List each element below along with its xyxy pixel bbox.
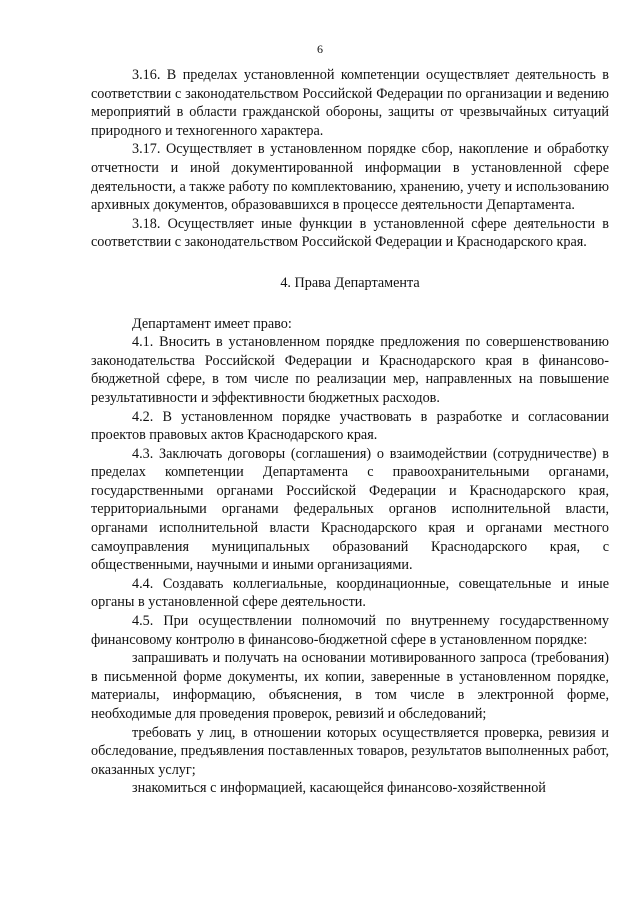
paragraph-4-3: 4.3. Заключать договоры (соглашения) о взаимодействии (сотрудничестве) в пределах компетенции Департамента с правоохранительными органами, государственными органами Российской Федерации и Краснодарского края, территориальными органами федеральных органов исполнительной власти, органами исполнительной власти Краснодарского края и органами местного самоуправления муниципальных образований Краснодарского края, с общественными, научными и иными организациями. bbox=[91, 445, 609, 574]
paragraph-4-1: 4.1. Вносить в установленном порядке предложения по совершенствованию законодательства Российской Федерации и Краснодарского края в финансово-бюджетной сфере, в том числе по реализации мер, направленных на повышение результативности и эффективности бюджетных расходов. bbox=[91, 334, 609, 406]
page-number: 6 bbox=[317, 42, 323, 56]
paragraph-3-17: 3.17. Осуществляет в установленном порядке сбор, накопление и обработку отчетности и иной документированной информации в установленной сфере деятельности, а также работу по комплектованию, хранению, учету и использованию архивных документов, образовавшихся в процессе деятельности Департамента. bbox=[91, 141, 609, 214]
paragraph-3-16: 3.16. В пределах установленной компетенции осуществляет деятельность в соответствии с законодательством Российской Федерации по организации и ведению мероприятий в области гражданской обороны, защиты от чрезвычайных ситуаций природного и техногенного характера. bbox=[91, 67, 609, 139]
paragraph-4-5: 4.5. При осуществлении полномочий по внутреннему государственному финансовому контролю в финансово-бюджетной сфере в установленном порядке: bbox=[91, 613, 609, 648]
paragraph-3-18: 3.18. Осуществляет иные функции в установленной сфере деятельности в соответствии с законодательством Российской Федерации и Краснодарского края. bbox=[91, 215, 609, 251]
section-heading: 4. Права Департамента bbox=[280, 274, 420, 291]
document-body bbox=[91, 66, 609, 798]
paragraph-4-4: 4.4. Создавать коллегиальные, координационные, совещательные и иные органы в установленной сфере деятельности. bbox=[91, 575, 609, 611]
paragraph-request: запрашивать и получать на основании мотивированного запроса (требования) в письменной форме документы, их копии, заверенные в установленном порядке, материалы, информацию, объяснения, в том числе в электронной форме, необходимые для проведения проверок, ревизий и обследований; bbox=[91, 650, 609, 722]
paragraph-intro: Департамент имеет право: bbox=[132, 315, 292, 332]
paragraph-familiarize: знакомиться с информацией, касающейся финансово-хозяйственной bbox=[132, 780, 546, 797]
paragraph-4-2: 4.2. В установленном порядке участвовать в разработке и согласовании проектов правовых актов Краснодарского края. bbox=[91, 408, 609, 444]
paragraph-demand: требовать у лиц, в отношении которых осуществляется проверка, ревизия и обследование, предъявления поставленных товаров, результатов выполненных работ, оказанных услуг; bbox=[91, 724, 609, 778]
